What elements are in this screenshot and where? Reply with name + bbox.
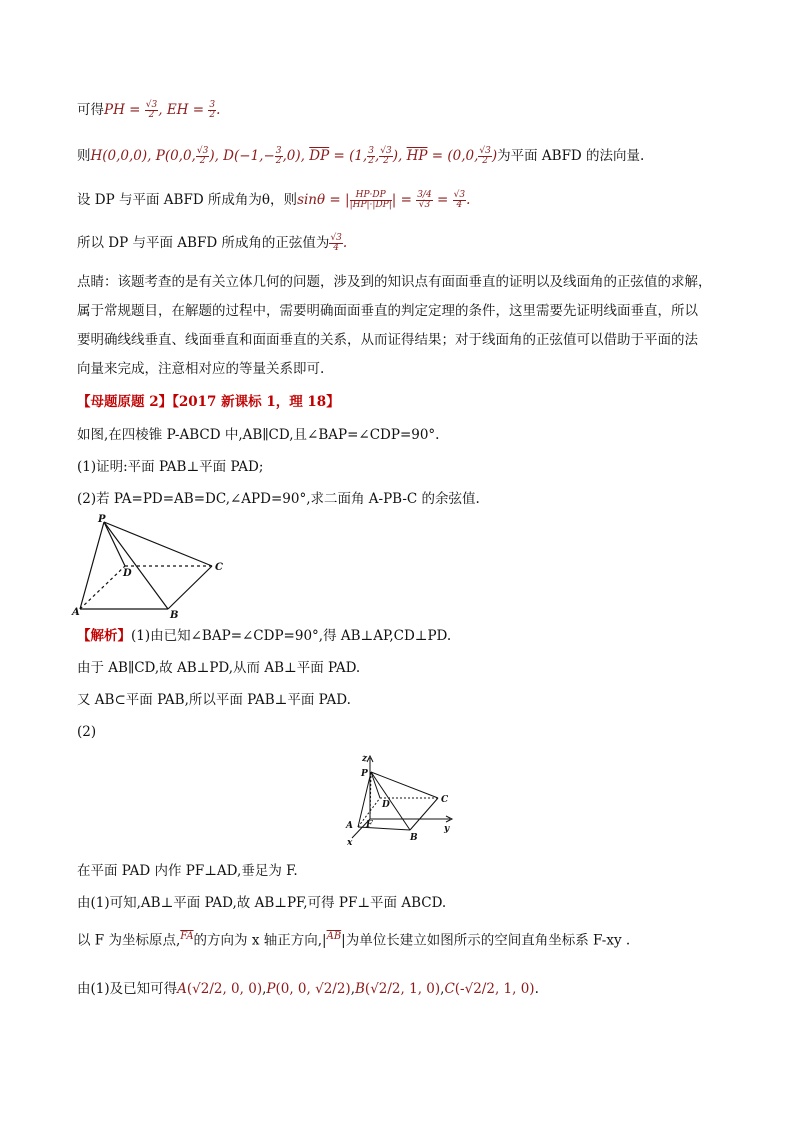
solution-label: 【解析】 [77, 628, 131, 644]
solution-line-6: 由(1)可知,AB⊥平面 PAD,故 AB⊥PF,可得 PF⊥平面 ABCD. [77, 895, 447, 911]
comment-paragraph [77, 268, 727, 384]
point-b-label: B [355, 981, 365, 997]
derivation-line-1 [77, 100, 220, 120]
conclusion-text: 所以 DP 与平面 ABFD 所成角的正弦值为 [77, 235, 330, 251]
solution-text: 的方向为 x 轴正方向,| [193, 932, 327, 949]
label-p: P [361, 769, 368, 779]
vector-fa: FA [180, 931, 194, 942]
point-a-coords: (√2/2, 0, 0) [186, 981, 263, 997]
formula-ph-eh: PH = $\frac{√3}{2}$ , EH = $\frac{3}{2}$ . [104, 100, 221, 120]
solution-line-7 [77, 927, 630, 951]
point-a-label: A [177, 981, 187, 997]
comment-line: 向量来完成，注意相对应的等量关系即可. [77, 361, 325, 377]
label-c: C [215, 562, 223, 573]
solution-line-4: (2) [77, 724, 97, 740]
solution-line-1 [77, 626, 451, 646]
solution-line-2: 由于 AB∥CD,故 AB⊥PD,从而 AB⊥平面 PAD. [77, 660, 361, 676]
comment-line: 要明确线线垂直、线面垂直和面面垂直的关系，从而证得结果；对于线面角的正弦值可以借助于平面的法 [77, 332, 698, 348]
solution-line-3: 又 AB⊂平面 PAB,所以平面 PAB⊥平面 PAD. [77, 692, 351, 708]
label-d: D [382, 800, 390, 810]
derivation-line-3 [77, 190, 470, 210]
label-c: C [441, 795, 449, 805]
label-x: x [347, 838, 353, 848]
label-z: z [362, 754, 368, 764]
problem-intro: 如图,在四棱锥 P-ABCD 中,AB∥CD,且∠BAP=∠CDP=90°. [77, 427, 440, 443]
text-prefix: 则 [77, 148, 91, 164]
label-b: B [410, 833, 418, 843]
label-b: B [170, 610, 179, 621]
formula-coordinates: H(0,0,0), P(0,0, $\frac{√3}{2}$ ), D(−1,− $\frac{3}{2}$ ,0), $\overline{DP} = (1$, $\frac{3}{2}$ , $\frac{√3}{2}$ ), $\overline{HP} = (0,0$, $\frac{√3}{2}$ ) [90, 146, 498, 166]
point-b-coords: (√2/2, 1, 0) [364, 981, 441, 997]
problem-header: 【母题原题 2】【2017 新课标 1，理 18】 [77, 394, 340, 410]
comment-line: 该题考查的是有关立体几何的问题，涉及到的知识点有面面垂直的证明以及线面角的正弦值的求解， [117, 274, 712, 290]
solution-line-8: 由(1)及已知可得A(√2/2, 0, 0),P(0, 0, √2/2),B(√2/2, 1, 0),C(-√2/2, 1, 0). [77, 981, 539, 997]
label-p: P [98, 514, 106, 525]
label-a: A [346, 821, 353, 831]
solution-text: 由(1)及已知可得 [77, 981, 178, 997]
solution-text: 以 F 为坐标原点, [77, 932, 181, 949]
text-suffix: 为平面 ABFD 的法向量. [497, 148, 645, 164]
coordinate-figure [338, 752, 458, 848]
solution-text: |为单位长建立如图所示的空间直角坐标系 F-xy . [341, 932, 631, 949]
derivation-line-4 [77, 233, 347, 253]
text-prefix: 设 DP 与平面 ABFD 所成角为θ，则 [77, 192, 298, 208]
comment-line: 属于常规题目，在解题的过程中，需要明确面面垂直的判定定理的条件，这里需要先证明线面垂直，所以 [77, 303, 698, 319]
point-p-label: P [266, 981, 276, 997]
label-f: F [366, 820, 373, 830]
point-c-label: C [444, 981, 455, 997]
pyramid-figure [70, 514, 230, 622]
solution-line-5: 在平面 PAD 内作 PF⊥AD,垂足为 F. [77, 863, 298, 879]
problem-part-1: (1)证明:平面 PAB⊥平面 PAD; [77, 459, 264, 475]
solution-text: (1)由已知∠BAP=∠CDP=90°,得 AB⊥AP,CD⊥PD. [131, 628, 452, 644]
formula-result: $\frac{√3}{4}$ . [330, 233, 348, 253]
comment-label: 点睛： [77, 274, 118, 290]
formula-sin-theta: sinθ = | $\frac{HP\cdot DP}{|HP|\cdot|DP|}$ | = $\frac{3/4}{√3}$ = $\frac{√3}{4}$ . [297, 190, 471, 210]
derivation-line-2 [77, 146, 644, 166]
problem-part-2: (2)若 PA=PD=AB=DC,∠APD=90°,求二面角 A-PB-C 的余弦值. [77, 491, 480, 507]
label-a: A [72, 607, 80, 618]
point-c-coords: (-√2/2, 1, 0) [454, 981, 535, 997]
label-d: D [123, 568, 132, 579]
point-p-coords: (0, 0, √2/2) [275, 981, 351, 997]
text-prefix: 可得 [77, 102, 104, 118]
label-y: y [444, 824, 450, 834]
vector-ab: AB [326, 931, 342, 942]
